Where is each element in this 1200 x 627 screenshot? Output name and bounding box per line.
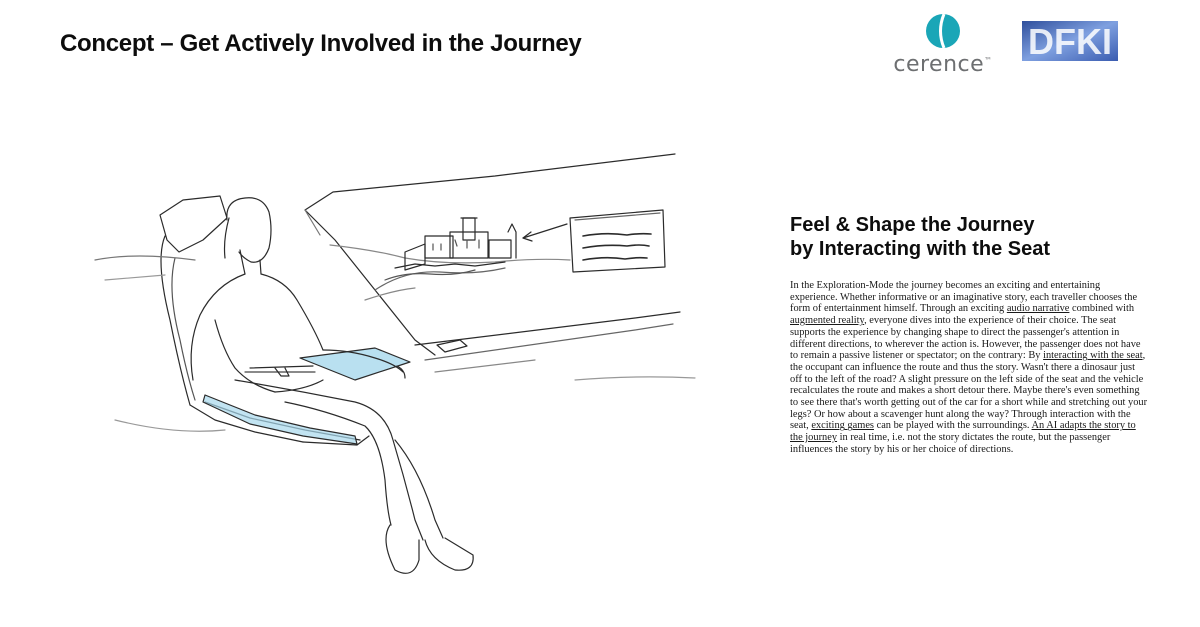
- section-heading: [790, 213, 1170, 261]
- body-text-segment: can be played with the surroundings.: [873, 420, 1032, 432]
- ar-info-panel: [570, 210, 665, 272]
- windshield-left-pillar: [305, 210, 435, 355]
- section-heading-line-2: by Interacting with the Seat: [790, 238, 1051, 260]
- cerence-mark-icon: [923, 12, 963, 50]
- section-heading-line-1: Feel & Shape the Journey: [790, 214, 1035, 236]
- pointer-arrow: [523, 224, 567, 238]
- highlight-ai-adapts-story: An AI adapts the story to the journey: [790, 420, 1136, 444]
- windshield-top-line: [305, 154, 675, 210]
- concept-sketch-illustration: [75, 140, 715, 590]
- highlight-audio-narrative: audio narrative: [1006, 303, 1070, 315]
- passenger-drawing: [191, 198, 473, 574]
- body-text-segment: , the occupant can influence the route and thus the story. Wasn't there a dinosaur just off to the left of the road? A slight pressure on the left side of the seat and the vehicle recalculates the route and makes a short detour there. Maybe there's even something to see there that's worth getting out of the car for a short while and stretching out your legs? Or how about a scavenger hunt along the way? Through interaction with the seat,: [790, 350, 1148, 432]
- cerence-logo: [884, 12, 1002, 77]
- dashboard-edge: [415, 312, 680, 345]
- body-text-segment: , everyone dives into the experience of their choice. The seat supports the experience by changing shape to direct the passenger's attention in different directions, to wherever the action is. However, the passenger does not have to remain a passive listener or spectator; on the contrary: By: [790, 315, 1141, 362]
- dfki-logo: [1022, 21, 1118, 61]
- page-title: Concept – Get Actively Involved in the Journey: [60, 30, 582, 57]
- svg-text:DFKI: DFKI: [1028, 21, 1112, 61]
- section-body-text: [790, 280, 1148, 456]
- body-text-segment: in real time, i.e. not the story dictates the route, but the passenger influences the story by his or her choice of directions.: [790, 432, 1111, 455]
- body-text-segment: combined with: [1069, 303, 1135, 315]
- highlight-exciting-games: exciting games: [811, 420, 874, 432]
- castle-drawing: [385, 218, 516, 280]
- highlight-augmented-reality: augmented reality: [790, 315, 865, 327]
- body-text-segment: In the Exploration-Mode the journey becomes an exciting and entertaining experience. Whether informative or an imaginative story, each traveller chooses the form of entertainment himself. Through an exciting: [790, 280, 1138, 315]
- cerence-wordmark: cerence™: [893, 52, 993, 77]
- highlight-interacting-with-seat: interacting with the seat: [1043, 350, 1143, 362]
